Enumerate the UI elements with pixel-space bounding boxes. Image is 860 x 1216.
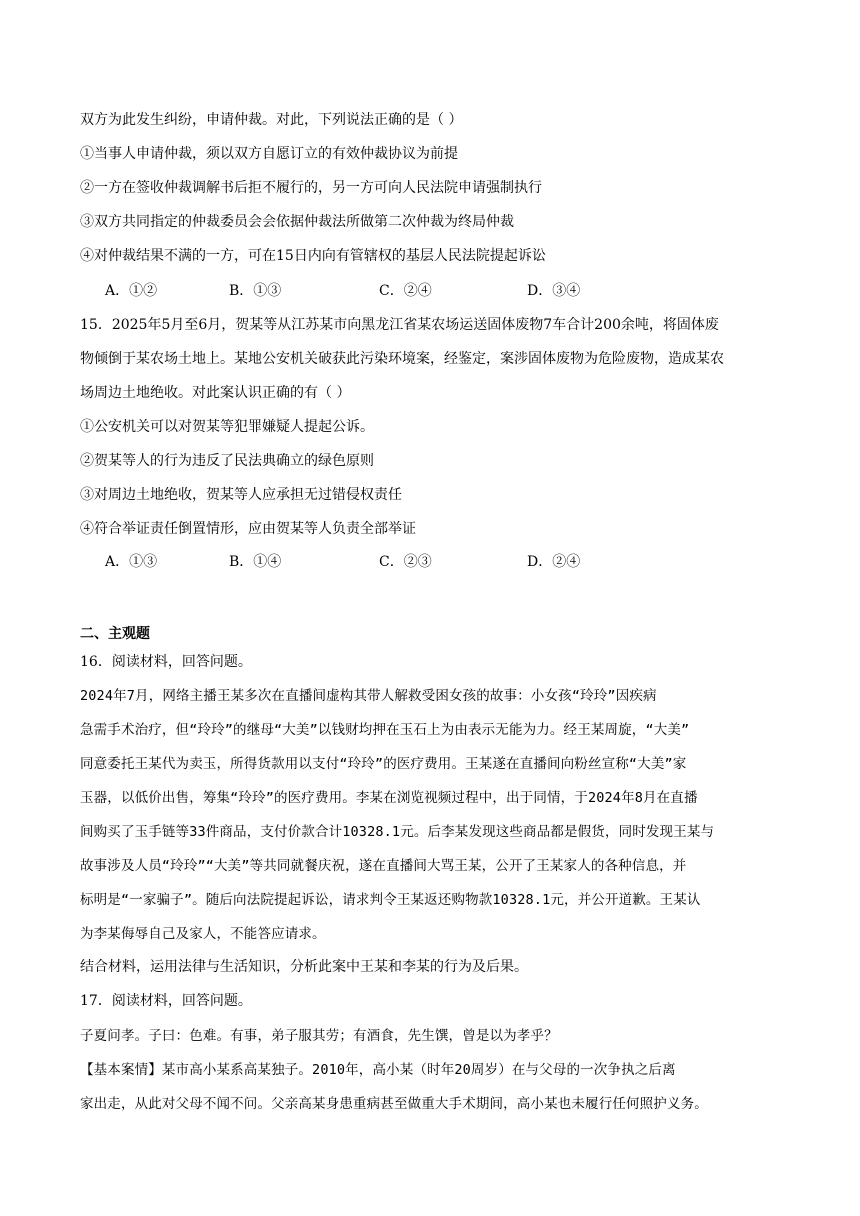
q17-case-line-1: 【基本案情】某市高小某系高某独子。2010年，高小某（时年20周岁）在与父母的一次争执之后离 — [80, 1062, 676, 1078]
q14-statement-1: ①当事人申请仲裁，须以双方自愿订立的有效仲裁协议为前提 — [80, 146, 458, 162]
q14-statement-4: ④对仲裁结果不满的一方，可在15日内向有管辖权的基层人民法院提起诉讼 — [80, 248, 546, 264]
q15-statement-4: ④符合举证责任倒置情形，应由贺某等人负责全部举证 — [80, 521, 416, 537]
q14-stem-continuation: 双方为此发生纠纷，申请仲裁。对此，下列说法正确的是（ ） — [80, 112, 463, 128]
q16-question: 结合材料，运用法律与生活知识，分析此案中王某和李某的行为及后果。 — [80, 959, 528, 975]
q14-statement-3: ③双方共同指定的仲裁委员会会依据仲裁法所做第二次仲裁为终局仲裁 — [80, 214, 514, 230]
q15-statement-3: ③对周边土地绝收，贺某等人应承担无过错侵权责任 — [80, 487, 402, 503]
q14-option-d[interactable]: D．③④ — [527, 283, 581, 299]
q15-stem-line-3: 场周边土地绝收。对此案认识正确的有（ ） — [80, 385, 351, 401]
q16-material-line-3: 同意委托王某代为卖玉，所得货款用以支付“玲玲”的医疗费用。王某遂在直播间向粉丝宣称“大美”家 — [80, 756, 687, 772]
q15-stem-line-2: 物倾倒于某农场土地上。某地公安机关破获此污染环境案，经鉴定，案涉固体废物为危险废物，造成某农 — [80, 351, 724, 367]
section-heading-subjective: 二、主观题 — [80, 626, 150, 642]
q14-option-a[interactable]: A．①② — [105, 283, 158, 299]
q16-material-line-2: 急需手术治疗，但“玲玲”的继母“大美”以钱财均押在玉石上为由表示无能为力。经王某周旋，“大美” — [80, 722, 690, 738]
q16-material-line-1: 2024年7月，网络主播王某多次在直播间虚构其带人解救受困女孩的故事：小女孩“玲玲”因疾病 — [80, 688, 657, 704]
q16-stem: 16．阅读材料，回答问题。 — [80, 654, 252, 670]
q15-option-c[interactable]: C．②③ — [379, 554, 432, 570]
q15-option-a[interactable]: A．①③ — [105, 554, 158, 570]
q17-case-line-2: 家出走，从此对父母不闻不问。父亲高某身患重病甚至做重大手术期间，高小某也未履行任何照护义务。 — [80, 1096, 708, 1112]
q14-option-b[interactable]: B．①③ — [229, 283, 282, 299]
q14-statement-2: ②一方在签收仲裁调解书后拒不履行的，另一方可向人民法院申请强制执行 — [80, 180, 542, 196]
q16-material-line-5: 间购买了玉手链等33件商品，支付价款合计10328.1元。后李某发现这些商品都是假货，同时发现王某与 — [80, 824, 715, 840]
q15-statement-2: ②贺某等人的行为违反了民法典确立的绿色原则 — [80, 453, 374, 469]
q16-material-line-7: 标明是“一家骗子”。随后向法院提起诉讼，请求判令王某返还购物款10328.1元，并公开道歉。王某认 — [80, 892, 701, 908]
q16-material-line-4: 玉器，以低价出售，筹集“玲玲”的医疗费用。李某在浏览视频过程中，出于同情，于2024年8月在直播 — [80, 790, 698, 806]
q16-material-line-8: 为李某侮辱自己及家人，不能答应请求。 — [80, 926, 326, 942]
q16-material-line-6: 故事涉及人员“玲玲”“大美”等共同就餐庆祝，遂在直播间大骂王某，公开了王某家人的各种信息，并 — [80, 858, 687, 874]
q17-quote: 子夏问孝。子曰：色难。有事，弟子服其劳；有酒食，先生馔，曾是以为孝乎？ — [80, 1028, 558, 1044]
q17-stem: 17．阅读材料，回答问题。 — [80, 993, 252, 1009]
q15-stem-line-1: 15．2025年5月至6月，贺某等从江苏某市向黑龙江省某农场运送固体废物7车合计200余吨，将固体废 — [80, 317, 719, 333]
q15-option-b[interactable]: B．①④ — [229, 554, 282, 570]
q15-statement-1: ①公安机关可以对贺某等犯罪嫌疑人提起公诉。 — [80, 419, 374, 435]
q14-option-c[interactable]: C．②④ — [379, 283, 432, 299]
q15-option-d[interactable]: D．②④ — [527, 554, 581, 570]
